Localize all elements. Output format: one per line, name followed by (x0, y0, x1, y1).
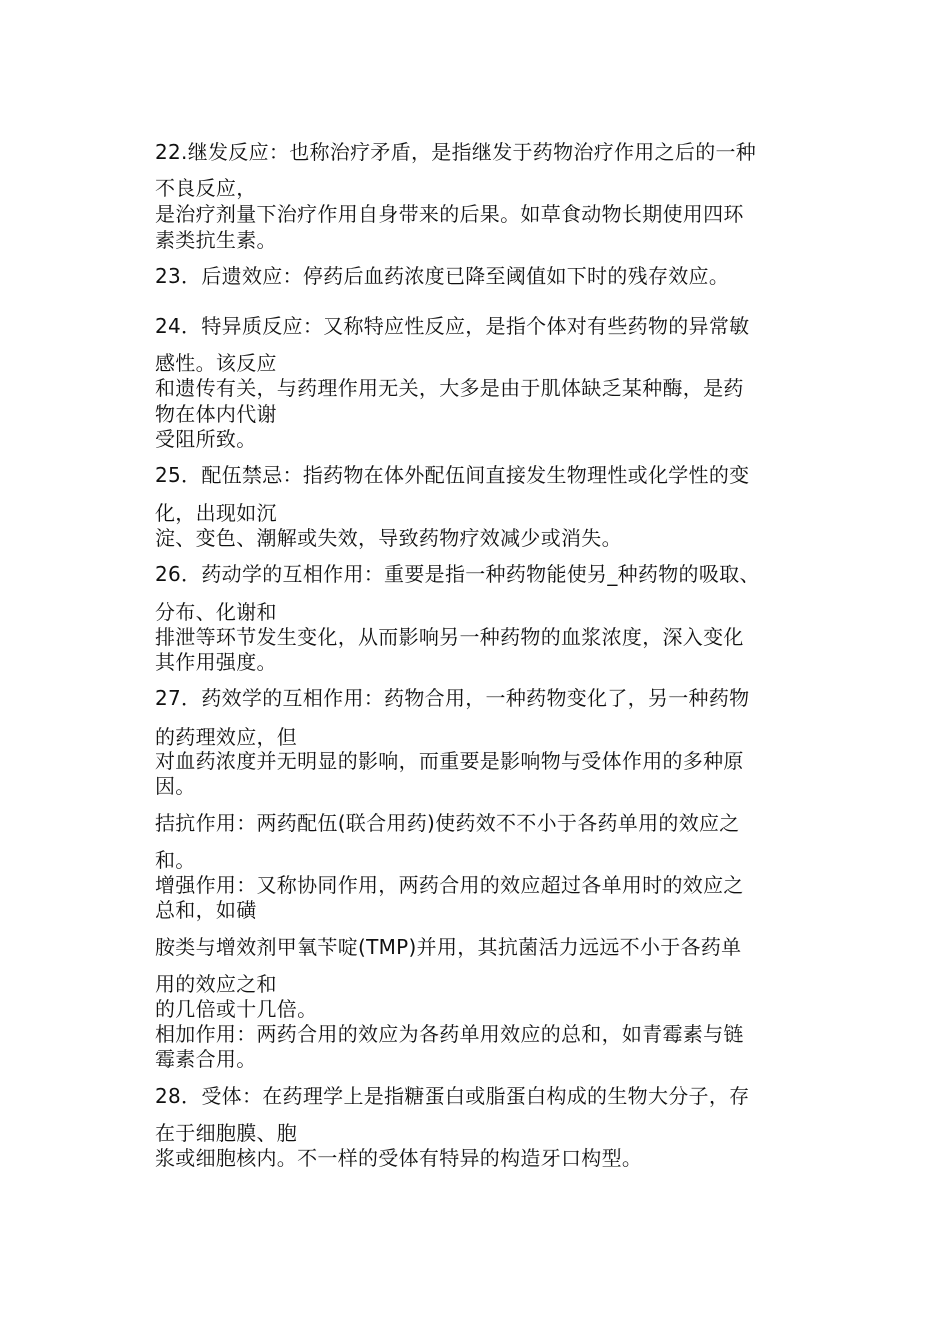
text-line: 用的效应之和 (155, 972, 277, 996)
text-line: 的几倍或十几倍。 (155, 997, 318, 1021)
text-line: 在于细胞膜、胞 (155, 1121, 298, 1145)
text-line: 是治疗剂量下治疗作用自身带来的后果。如草食动物长期使用四环 (155, 202, 744, 226)
text-line: 霉素合用。 (155, 1047, 257, 1071)
text-line: 淀、变色、潮解或失效，导致药物疗效减少或消失。 (155, 526, 622, 550)
text-line: 总和，如磺 (155, 898, 257, 922)
text-line: 素类抗生素。 (155, 228, 277, 252)
text-line: 物在体内代谢 (155, 402, 277, 426)
text-line: 分布、化谢和 (155, 600, 277, 624)
text-line: 因。 (155, 774, 196, 798)
text-line: 和遗传有关，与药理作用无关，大多是由于肌体缺乏某种酶，是药 (155, 376, 744, 400)
text-line: 28．受体：在药理学上是指糖蛋白或脂蛋白构成的生物大分子，存 (155, 1084, 750, 1108)
text-line: 26．药动学的互相作用：重要是指一种药物能使另_种药物的吸取、 (155, 562, 760, 586)
text-line: 和。 (155, 848, 196, 872)
text-line: 胺类与增效剂甲氧苄啶(TMP)并用，其抗菌活力远远不小于各药单 (155, 935, 742, 959)
text-line: 化，出现如沉 (155, 501, 277, 525)
text-line: 浆或细胞核内。不一样的受体有特异的构造牙口构型。 (155, 1146, 643, 1170)
text-line: 对血药浓度并无明显的影响，而重要是影响物与受体作用的多种原 (155, 749, 744, 773)
text-line: 的药理效应，但 (155, 725, 298, 749)
text-line: 23．后遗效应：停药后血药浓度已降至阈值如下时的残存效应。 (155, 264, 730, 288)
text-line: 不良反应， (155, 176, 257, 200)
text-line: 其作用强度。 (155, 650, 277, 674)
text-line: 25．配伍禁忌：指药物在体外配伍间直接发生物理性或化学性的变 (155, 463, 750, 487)
text-line: 27．药效学的互相作用：药物合用，一种药物变化了，另一种药物 (155, 686, 750, 710)
text-line: 22.继发反应：也称治疗矛盾，是指继发于药物治疗作用之后的一种 (155, 140, 757, 164)
text-line: 相加作用：两药合用的效应为各药单用效应的总和，如青霉素与链 (155, 1022, 744, 1046)
text-line: 增强作用：又称协同作用，两药合用的效应超过各单用时的效应之 (155, 873, 744, 897)
text-line: 24．特异质反应：又称特应性反应，是指个体对有些药物的异常敏 (155, 314, 750, 338)
text-line: 拮抗作用：两药配伍(联合用药)使药效不不小于各药单用的效应之 (155, 811, 740, 835)
text-line: 排泄等环节发生变化，从而影响另一种药物的血浆浓度，深入变化 (155, 625, 744, 649)
text-line: 感性。该反应 (155, 351, 277, 375)
text-line: 受阻所致。 (155, 427, 257, 451)
